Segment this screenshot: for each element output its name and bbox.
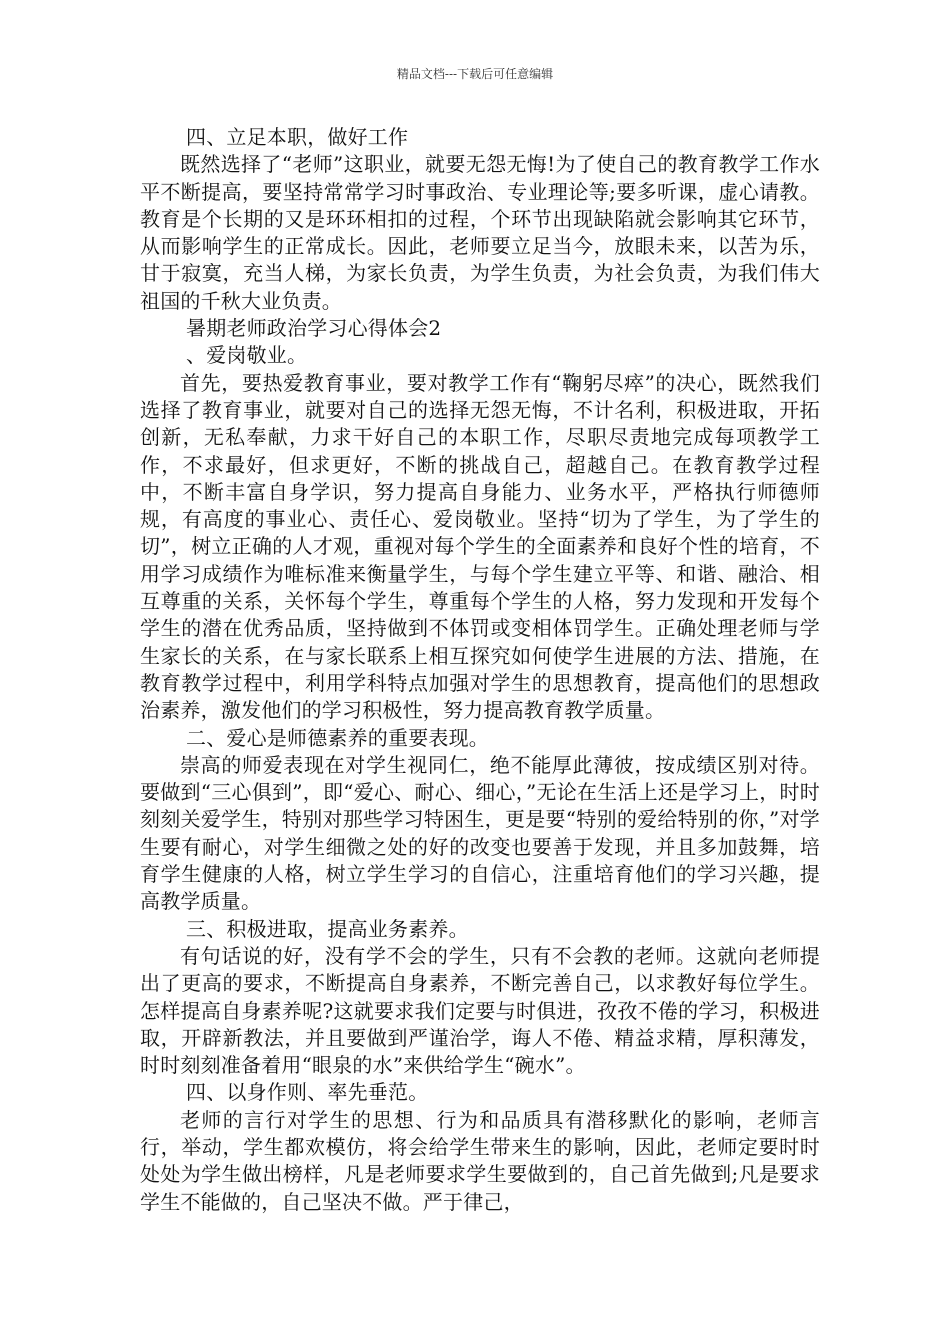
paragraph-choose-teacher: 既然选择了“老师”这职业，就要无怨无悔!为了使自己的教育教学工作水平不断提高，要坚持常常学习时事政治、专业理论等;要多听课，虚心请教。教育是个长期的又是环环相扣的过程，个环节出现缺陷就会影响其它环节，从而影响学生的正常成长。因此，老师要立足当今，放眼未来，以苦为乐，甘于寂寞，充当人梯，为家长负责，为学生负责，为社会负责，为我们伟大祖国的千秋大业负责。: [140, 152, 820, 313]
section-heading-love-job: 、爱岗敬业。: [186, 343, 308, 368]
article-title-2: 暑期老师政治学习心得体会2: [186, 316, 442, 341]
section-heading-progress: 三、积极进取，提高业务素养。: [186, 916, 469, 941]
paragraph-improve-quality: 有句话说的好，没有学不会的学生，只有不会教的老师。这就向老师提出了更高的要求，不断提高自身素养，不断完善自己，以求教好每位学生。怎样提高自身素养呢?这就要求我们定要与时俱进，孜孜不倦的学习，积极进取，开辟新教法，并且要做到严谨治学，诲人不倦、精益求精，厚积薄发，时时刻刻准备着用“眼泉的水”来供给学生“碗水”。: [140, 943, 820, 1078]
document-body: [140, 124, 820, 1216]
page-header: 精品文档---下载后可任意编辑: [396, 67, 554, 81]
section-heading-lead-by-example: 四、以身作则、率先垂范。: [186, 1080, 429, 1105]
section-heading-stand-firm: 四、立足本职，做好工作: [186, 125, 409, 149]
paragraph-teacher-love: 崇高的师爱表现在对学生视同仁，绝不能厚此薄彼，按成绩区别对待。要做到“三心俱到”，即“爱心、耐心、细心，”无论在生活上还是学习上，时时刻刻关爱学生，特别对那些学习特困生，更是要“特别的爱给特别的你，”对学生要有耐心，对学生细微之处的好的改变也要善于发现，并且多加鼓舞，培育学生健康的人格，树立学生学习的自信心，注重培育他们的学习兴趣，提高教学质量。: [140, 752, 820, 914]
section-heading-love-heart: 二、爱心是师德素养的重要表现。: [186, 725, 489, 750]
paragraph-teacher-conduct: 老师的言行对学生的思想、行为和品质具有潜移默化的影响，老师言行，举动，学生都欢模仿，将会给学生带来生的影响，因此，老师定要时时处处为学生做出榜样，凡是老师要求学生要做到的，自己首先做到;凡是要求学生不能做的，自己坚决不做。严于律己，: [140, 1107, 820, 1214]
paragraph-love-education: 首先，要热爱教育事业，要对教学工作有“鞠躬尽瘁”的决心，既然我们选择了教育事业，就要对自己的选择无怨无悔，不计名利，积极进取，开拓创新，无私奉献，力求干好自己的本职工作，尽职尽责地完成每项教学工作，不求最好，但求更好，不断的挑战自己，超越自己。在教育教学过程中，不断丰富自身学识，努力提高自身能力、业务水平，严格执行师德师规，有高度的事业心、责任心、爱岗敬业。坚持“切为了学生，为了学生的切”，树立正确的人才观，重视对每个学生的全面素养和良好个性的培育，不用学习成绩作为唯标准来衡量学生，与每个学生建立平等、和谐、融洽、相互尊重的关系，关怀每个学生，尊重每个学生的人格，努力发现和开发每个学生的潜在优秀品质，坚持做到不体罚或变相体罚学生。正确处理老师与学生家长的关系，在与家长联系上相互探究如何使学生进展的方法、措施，在教育教学过程中，利用学科特点加强对学生的思想教育，提高他们的思想政治素养，激发他们的学习积极性，努力提高教育教学质量。: [140, 370, 820, 723]
